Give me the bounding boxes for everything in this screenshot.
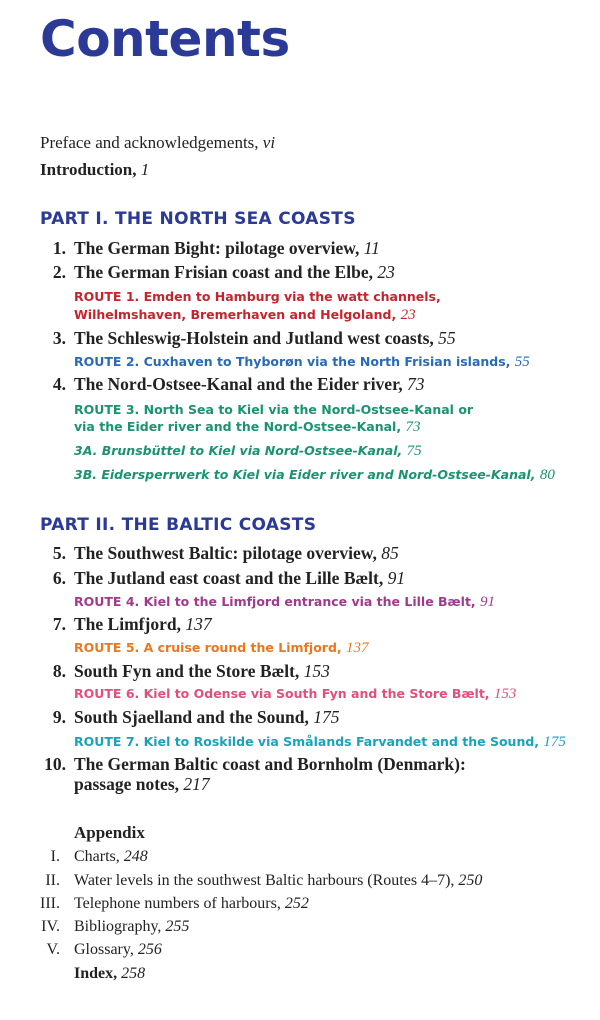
page-title: Contents [40, 10, 290, 68]
chapter-label-cont: passage notes, [74, 774, 180, 794]
chapter-label: South Fyn and the Store Bælt, [74, 661, 300, 681]
appendix-label: Bibliography, [74, 918, 162, 935]
toc-route-4[interactable] [74, 594, 495, 611]
chapter-number: 2. [52, 262, 66, 282]
chapter-page: 23 [377, 262, 395, 282]
chapter-label: The Nord-Ostsee-Kanal and the Eider river, [74, 374, 403, 394]
route-page: 137 [346, 640, 369, 656]
appendix-label: Charts, [74, 848, 120, 865]
appendix-label: Glossary, [74, 941, 134, 958]
route-label: ROUTE 7. Kiel to Roskilde via Smålands Farvandet and the Sound, [74, 734, 540, 749]
appendix-number: IV. [41, 918, 60, 935]
chapter-label: South Sjaelland and the Sound, [74, 707, 309, 727]
appendix-page: 250 [458, 872, 483, 889]
route-page: 73 [405, 419, 421, 435]
route-label: ROUTE 1. Emden to Hamburg via the watt channels, [74, 289, 441, 304]
chapter-page: 175 [313, 707, 340, 727]
chapter-number: 8. [52, 661, 66, 681]
appendix-number: III. [40, 895, 60, 912]
chapter-number: 9. [52, 707, 66, 727]
toc-entry-introduction[interactable] [40, 160, 149, 180]
appendix-page: 252 [284, 895, 309, 912]
part-heading-north-sea: PART I. THE NORTH SEA COASTS [40, 209, 356, 229]
entry-label: Preface and acknowledgements, [40, 133, 259, 152]
appendix-number: V. [46, 941, 60, 958]
chapter-number: 6. [52, 568, 66, 588]
toc-route-3a[interactable] [74, 443, 422, 460]
route-label: 3B. Eidersperrwerk to Kiel via Eider river and Nord-Ostsee-Kanal, [74, 467, 536, 482]
route-label: ROUTE 3. North Sea to Kiel via the Nord-Ostsee-Kanal or [74, 402, 474, 417]
toc-route-3-line-2[interactable] [74, 419, 420, 436]
chapter-page: 137 [185, 614, 212, 634]
appendix-label: Water levels in the southwest Baltic harbours (Routes 4–7), [74, 872, 455, 889]
index-page: 258 [121, 965, 146, 982]
toc-route-5[interactable] [74, 640, 369, 657]
route-label: ROUTE 2. Cuxhaven to Thyborøn via the North Frisian islands, [74, 354, 511, 369]
toc-route-3b[interactable] [74, 467, 555, 484]
route-page: 153 [493, 686, 517, 702]
toc-route-1-line-2[interactable] [74, 307, 416, 324]
toc-route-7[interactable] [74, 734, 566, 751]
chapter-label: The German Baltic coast and Bornholm (Denmark): [74, 754, 466, 774]
entry-page: 1 [140, 160, 150, 179]
appendix-page: 248 [123, 848, 148, 865]
chapter-number: 5. [52, 543, 66, 563]
chapter-page: 85 [381, 543, 399, 563]
route-label: via the Eider river and the Nord-Ostsee-Kanal, [74, 419, 402, 434]
chapter-page: 55 [438, 328, 456, 348]
chapter-number: 10. [44, 754, 66, 774]
route-page: 91 [480, 594, 496, 610]
route-page: 175 [543, 734, 566, 750]
route-label: ROUTE 6. Kiel to Odense via South Fyn and the Store Bælt, [74, 686, 490, 701]
chapter-page: 153 [303, 661, 330, 681]
route-label: Wilhelmshaven, Bremerhaven and Helgoland, [74, 307, 397, 322]
entry-page: vi [262, 133, 276, 152]
appendix-number: I. [50, 848, 60, 865]
chapter-number: 1. [52, 238, 66, 258]
chapter-label: The Schleswig-Holstein and Jutland west coasts, [74, 328, 434, 348]
toc-route-1-line-1[interactable] [74, 289, 441, 304]
entry-label: Introduction, [40, 160, 137, 179]
toc-route-6[interactable] [74, 686, 516, 703]
toc-entry-preface[interactable] [40, 133, 275, 153]
appendix-number: II. [45, 872, 60, 889]
route-page: 55 [514, 354, 530, 370]
index-label: Index, [74, 965, 118, 982]
appendix-page: 255 [165, 918, 190, 935]
chapter-number: 4. [52, 374, 66, 394]
appendix-page: 256 [137, 941, 162, 958]
route-label: ROUTE 5. A cruise round the Limfjord, [74, 640, 342, 655]
chapter-page: 11 [363, 238, 380, 258]
appendix-heading: Appendix [74, 823, 145, 842]
route-label: ROUTE 4. Kiel to the Limfjord entrance via the Lille Bælt, [74, 594, 476, 609]
toc-route-3-line-1[interactable] [74, 402, 473, 417]
toc-route-2[interactable] [74, 354, 530, 371]
route-page: 80 [539, 467, 555, 483]
route-label: 3A. Brunsbüttel to Kiel via Nord-Ostsee-Kanal, [74, 443, 403, 458]
chapter-label: The Limfjord, [74, 614, 181, 634]
chapter-label: The Jutland east coast and the Lille Bælt, [74, 568, 384, 588]
route-page: 75 [406, 443, 422, 459]
chapter-label: The German Frisian coast and the Elbe, [74, 262, 373, 282]
chapter-label: The German Bight: pilotage overview, [74, 238, 360, 258]
appendix-label: Telephone numbers of harbours, [74, 895, 281, 912]
route-page: 23 [400, 307, 416, 323]
chapter-page: 73 [406, 374, 425, 394]
chapter-page: 91 [387, 568, 406, 588]
chapter-page: 217 [183, 774, 210, 794]
chapter-label: The Southwest Baltic: pilotage overview, [74, 543, 377, 563]
chapter-number: 7. [52, 614, 66, 634]
part-heading-baltic: PART II. THE BALTIC COASTS [40, 515, 317, 535]
chapter-number: 3. [52, 328, 66, 348]
